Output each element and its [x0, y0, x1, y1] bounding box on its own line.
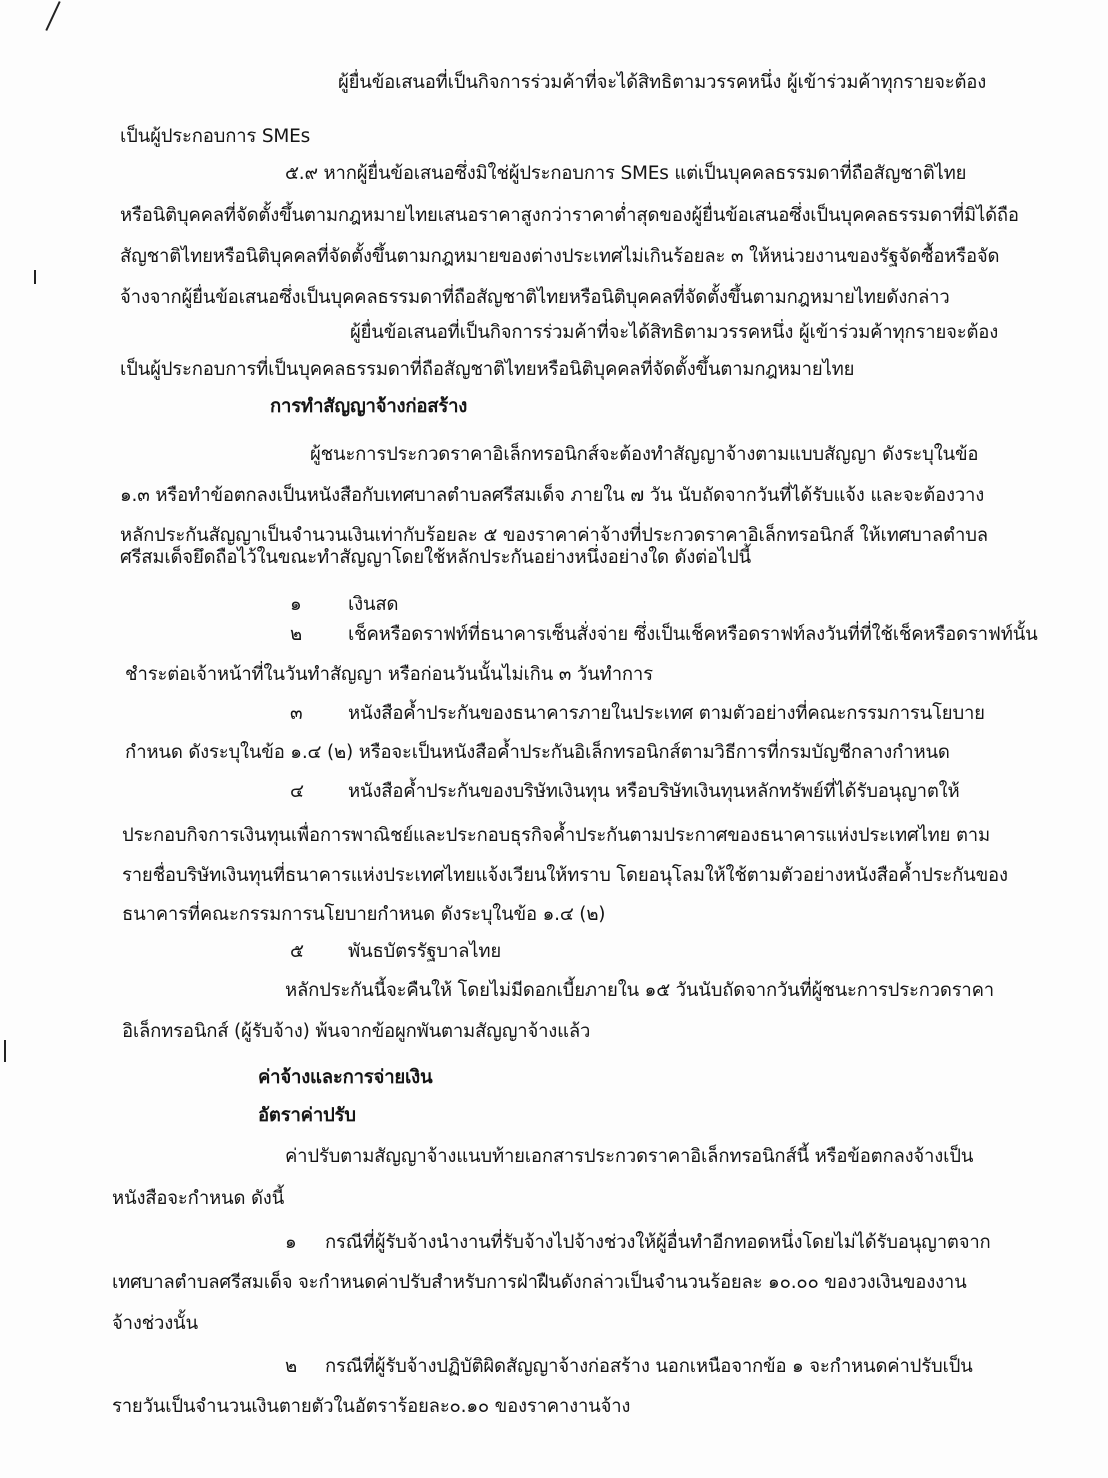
- list-item-text: กรณีที่ผู้รับจ้างปฏิบัติผิดสัญญาจ้างก่อสร้าง นอกเหนือจากข้อ ๑ จะกำหนดค่าปรับเป็น: [325, 1356, 973, 1377]
- paragraph-line: จ้างจากผู้ยื่นข้อเสนอซึ่งเป็นบุคคลธรรมดาที่ถือสัญชาติไทยหรือนิติบุคคลที่จัดตั้งขึ้นตามกฎหมายไทยดังกล่าว: [120, 287, 950, 308]
- paragraph-line: ค่าปรับตามสัญญาจ้างแนบท้ายเอกสารประกวดราคาอิเล็กทรอนิกส์นี้ หรือข้อตกลงจ้างเป็น: [285, 1146, 974, 1167]
- paragraph-line: อิเล็กทรอนิกส์ (ผู้รับจ้าง) พ้นจากข้อผูกพันตามสัญญาจ้างแล้ว: [122, 1021, 591, 1042]
- scan-edge-mark: [34, 270, 36, 284]
- paragraph-line: ผู้ยื่นข้อเสนอที่เป็นกิจการร่วมค้าที่จะได้สิทธิตามวรรคหนึ่ง ผู้เข้าร่วมค้าทุกรายจะต้อง: [350, 322, 999, 343]
- clause-5-9-line: ๕.๙ หากผู้ยื่นข้อเสนอซึ่งมิใช่ผู้ประกอบการ SMEs แต่เป็นบุคคลธรรมดาที่ถือสัญชาติไทย: [285, 163, 967, 184]
- list-item-number: ๑: [290, 594, 302, 615]
- paragraph-line: ธนาคารที่คณะกรรมการนโยบายกำหนด ดังระบุในข้อ ๑.๔ (๒): [122, 904, 606, 925]
- list-item: [285, 1352, 973, 1382]
- paragraph-line: หลักประกันนี้จะคืนให้ โดยไม่มีดอกเบี้ยภายใน ๑๕ วันนับถัดจากวันที่ผู้ชนะการประกวดราคา: [285, 980, 994, 1001]
- list-item-text: หนังสือค้ำประกันของธนาคารภายในประเทศ ตามตัวอย่างที่คณะกรรมการนโยบาย: [348, 703, 985, 724]
- list-item: [290, 620, 1038, 650]
- list-item-text: หนังสือค้ำประกันของบริษัทเงินทุน หรือบริษัทเงินทุนหลักทรัพย์ที่ได้รับอนุญาตให้: [348, 781, 960, 802]
- paragraph-line: รายวันเป็นจำนวนเงินตายตัวในอัตราร้อยละ๐.๑๐ ของราคางานจ้าง: [112, 1396, 631, 1417]
- list-item-text: เงินสด: [348, 594, 399, 615]
- section-heading: ค่าจ้างและการจ่ายเงิน: [258, 1067, 433, 1088]
- list-item: [290, 699, 985, 729]
- scan-edge-mark: [4, 1040, 6, 1062]
- paragraph-line: จ้างช่วงนั้น: [112, 1313, 198, 1334]
- paragraph-line: หนังสือจะกำหนด ดังนี้: [112, 1188, 285, 1209]
- paragraph-line: ๑.๓ หรือทำข้อตกลงเป็นหนังสือกับเทศบาลตำบลศรีสมเด็จ ภายใน ๗ วัน นับถัดจากวันที่ได้รับแจ้ง และจะต้องวาง: [120, 485, 985, 506]
- paragraph-line: กำหนด ดังระบุในข้อ ๑.๔ (๒) หรือจะเป็นหนังสือค้ำประกันอิเล็กทรอนิกส์ตามวิธีการที่กรมบัญชีกลางกำหนด: [125, 742, 950, 763]
- list-item-text: เช็คหรือดราฟท์ที่ธนาคารเซ็นสั่งจ่าย ซึ่งเป็นเช็คหรือดราฟท์ลงวันที่ที่ใช้เช็คหรือดราฟท์นั้น: [348, 624, 1038, 645]
- paragraph-line: ผู้ชนะการประกวดราคาอิเล็กทรอนิกส์จะต้องทำสัญญาจ้างตามแบบสัญญา ดังระบุในข้อ: [310, 444, 979, 465]
- paragraph-line: หลักประกันสัญญาเป็นจำนวนเงินเท่ากับร้อยละ ๕ ของราคาค่าจ้างที่ประกวดราคาอิเล็กทรอนิกส์ ให้เทศบาลตำบล: [120, 525, 988, 546]
- list-item: [285, 1228, 991, 1258]
- section-heading: การทำสัญญาจ้างก่อสร้าง: [270, 396, 468, 417]
- list-item-number: ๑: [285, 1232, 297, 1253]
- paragraph-line: เป็นผู้ประกอบการ SMEs: [120, 126, 311, 147]
- paragraph-line: หรือนิติบุคคลที่จัดตั้งขึ้นตามกฎหมายไทยเสนอราคาสูงกว่าราคาต่ำสุดของผู้ยื่นข้อเสนอซึ่งเป็นบุคคลธรรมดาที่มิได้ถือ: [120, 205, 1019, 226]
- paragraph-line: ชำระต่อเจ้าหน้าที่ในวันทำสัญญา หรือก่อนวันนั้นไม่เกิน ๓ วันทำการ: [125, 664, 653, 685]
- list-item: [290, 937, 501, 967]
- list-item-text: พันธบัตรรัฐบาลไทย: [348, 941, 501, 962]
- list-item-number: ๕: [290, 941, 304, 962]
- section-heading: อัตราค่าปรับ: [258, 1105, 356, 1126]
- paragraph-line: ผู้ยื่นข้อเสนอที่เป็นกิจการร่วมค้าที่จะได้สิทธิตามวรรคหนึ่ง ผู้เข้าร่วมค้าทุกรายจะต้อง: [338, 72, 987, 93]
- paragraph-line: สัญชาติไทยหรือนิติบุคคลที่จัดตั้งขึ้นตามกฎหมายของต่างประเทศไม่เกินร้อยละ ๓ ให้หน่วยงานของรัฐจัดซื้อหรือจัด: [120, 246, 1000, 267]
- list-item: [290, 590, 398, 620]
- list-item-number: ๒: [285, 1356, 297, 1377]
- paragraph-line: เทศบาลตำบลศรีสมเด็จ จะกำหนดค่าปรับสำหรับการฝ่าฝืนดังกล่าวเป็นจำนวนร้อยละ ๑๐.๐๐ ของวงเงินของงาน: [112, 1272, 967, 1293]
- list-item-text: กรณีที่ผู้รับจ้างนำงานที่รับจ้างไปจ้างช่วงให้ผู้อื่นทำอีกทอดหนึ่งโดยไม่ได้รับอนุญาตจาก: [325, 1232, 991, 1253]
- paragraph-line: ศรีสมเด็จยึดถือไว้ในขณะทำสัญญาโดยใช้หลักประกันอย่างหนึ่งอย่างใด ดังต่อไปนี้: [120, 547, 752, 568]
- list-item-number: ๒: [290, 624, 302, 645]
- list-item-number: ๓: [290, 703, 303, 724]
- list-item-number: ๔: [290, 781, 304, 802]
- list-item: [290, 777, 960, 807]
- scan-edge-mark: [45, 1, 60, 31]
- paragraph-line: รายชื่อบริษัทเงินทุนที่ธนาคารแห่งประเทศไทยแจ้งเวียนให้ทราบ โดยอนุโลมให้ใช้ตามตัวอย่างหนังสือค้ำประกันของ: [122, 865, 1008, 886]
- paragraph-line: เป็นผู้ประกอบการที่เป็นบุคคลธรรมดาที่ถือสัญชาติไทยหรือนิติบุคคลที่จัดตั้งขึ้นตามกฎหมายไทย: [120, 359, 855, 380]
- paragraph-line: ประกอบกิจการเงินทุนเพื่อการพาณิชย์และประกอบธุรกิจค้ำประกันตามประกาศของธนาคารแห่งประเทศไทย ตาม: [122, 825, 990, 846]
